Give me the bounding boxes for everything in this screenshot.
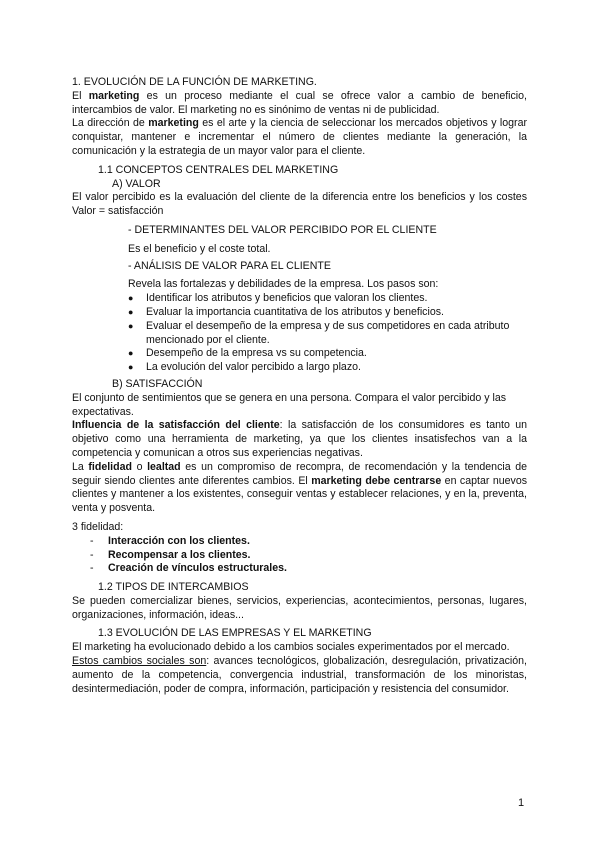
satisfaccion-heading: B) SATISFACCIÓN <box>112 377 203 390</box>
list-item: ● La evolución del valor percibido a largo plazo. <box>128 361 527 375</box>
marketing-direction-definition: La dirección de marketing es el arte y la ciencia de seleccionar los mercados objetivos y lograr conquistar, mantener e incrementar el número de clientes mediante la generación, la comunicación y la estrategia de un mayor valor para el cliente. <box>72 117 527 157</box>
intercambios-text: Se pueden comercializar bienes, servicios, experiencias, acontecimientos, personas, lugares, organizaciones, información, ideas... <box>72 594 527 621</box>
list-item: ● Desempeño de la empresa vs su competencia. <box>128 347 527 361</box>
list-item: ● Evaluar la importancia cuantitativa de los atributos y beneficios. <box>128 306 527 320</box>
fidelidad-count-label: 3 fidelidad: <box>72 520 124 533</box>
fidelidad-list <box>90 535 527 576</box>
analisis-text: Revela las fortalezas y debilidades de la empresa. Los pasos son: <box>128 278 439 291</box>
satisfaccion-text: El conjunto de sentimientos que se genera en una persona. Compara el valor percibido y las expectativas. <box>72 391 507 418</box>
document-page <box>72 76 527 696</box>
section-1-1-heading: 1.1 CONCEPTOS CENTRALES DEL MARKETING <box>98 163 339 176</box>
section-1-3-heading: 1.3 EVOLUCIÓN DE LAS EMPRESAS Y EL MARKETING <box>98 627 372 640</box>
valor-heading: A) VALOR <box>112 177 161 190</box>
determinantes-text: Es el beneficio y el coste total. <box>128 242 271 255</box>
marketing-definition: El marketing es un proceso mediante el cual se ofrece valor a cambio de beneficio, intercambios de valor. El marketing no es sinónimo de ventas ni de publicidad. <box>72 89 527 116</box>
cambios-sociales-text: Estos cambios sociales son: avances tecnológicos, globalización, desregulación, privatización, aumento de la competencia, convergencia industrial, transformación de los minoristas, desintermediación, poder de compra, información, participación y resistencia del consumidor. <box>72 655 527 695</box>
list-item: ● Evaluar el desempeño de la empresa y de sus competidores en cada atributo mencionado por el cliente. <box>128 320 527 348</box>
analisis-heading: - ANÁLISIS DE VALOR PARA EL CLIENTE <box>128 259 331 272</box>
section-1-heading: 1. EVOLUCIÓN DE LA FUNCIÓN DE MARKETING. <box>72 76 317 88</box>
list-item: - Interacción con los clientes. <box>90 535 527 549</box>
fidelidad-text: La fidelidad o lealtad es un compromiso de recompra, de recomendación y la tendencia de seguir siendo clientes ante diferentes cambios. El marketing debe centrarse en captar nuevos clientes y mantener a los existentes, conseguir ventas y establecer relaciones, y en la, preventa, venta y posventa. <box>72 460 528 515</box>
analysis-steps-list <box>128 292 527 375</box>
list-item: - Creación de vínculos estructurales. <box>90 562 527 576</box>
influencia-text: Influencia de la satisfacción del cliente: la satisfacción de los consumidores es tanto un objetivo como una herramienta de marketing, ya que los clientes insatisfechos van a la competencia y comunican a otros sus experiencias negativas. <box>72 419 528 459</box>
valor-text: El valor percibido es la evaluación del cliente de la diferencia entre los beneficios y los costes Valor = satisfacción <box>72 191 527 218</box>
section-1-2-heading: 1.2 TIPOS DE INTERCAMBIOS <box>98 581 249 594</box>
page-number: 1 <box>518 797 525 809</box>
list-item: - Recompensar a los clientes. <box>90 549 527 563</box>
evolucion-text: El marketing ha evolucionado debido a los cambios sociales experimentados por el mercado. <box>72 641 510 654</box>
list-item: ● Identificar los atributos y beneficios que valoran los clientes. <box>128 292 527 306</box>
determinantes-heading: - DETERMINANTES DEL VALOR PERCIBIDO POR EL CLIENTE <box>128 223 437 236</box>
